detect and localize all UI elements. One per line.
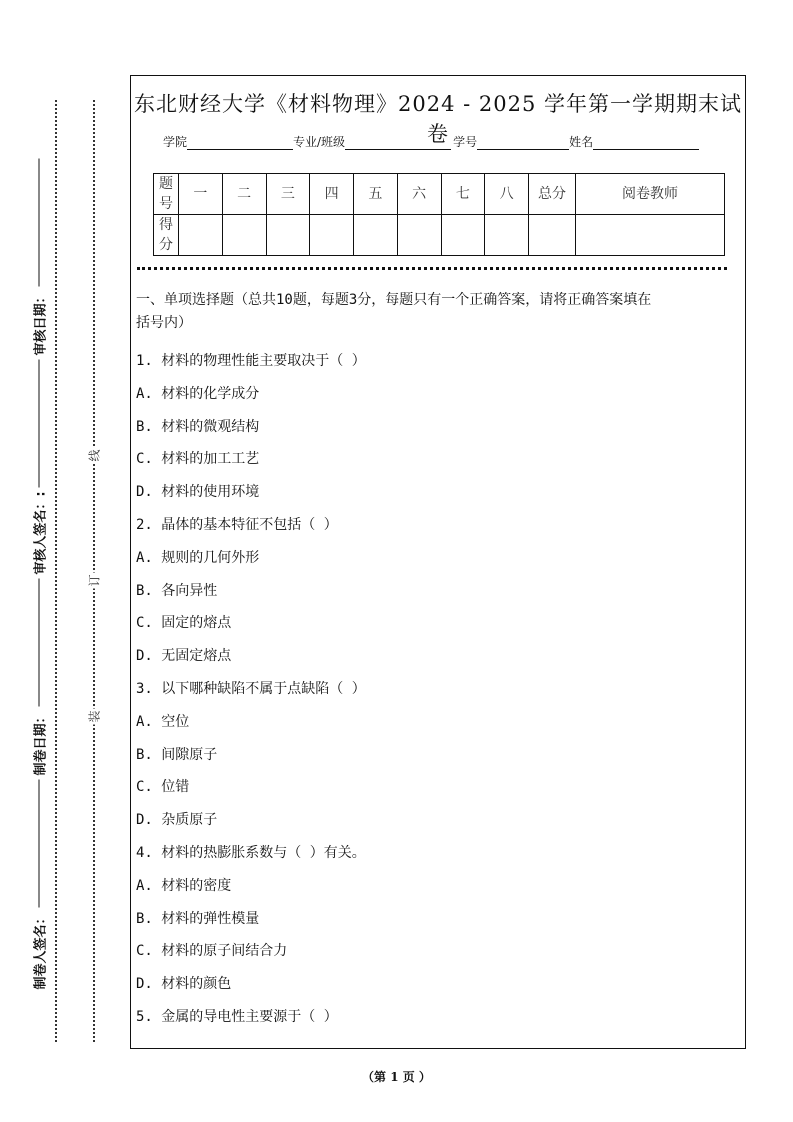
answer-option: B. 间隙原子 bbox=[136, 746, 218, 763]
answer-option: B. 材料的弹性模量 bbox=[136, 910, 260, 927]
score-cell bbox=[576, 215, 725, 256]
questions bbox=[136, 289, 735, 1034]
score-row-header: 得分 bbox=[154, 215, 179, 256]
total-score-header: 总分 bbox=[529, 174, 576, 215]
answer-option: C. 材料的加工工艺 bbox=[136, 451, 260, 468]
column-header: 一 bbox=[179, 174, 223, 215]
answer-option: C. 位错 bbox=[136, 779, 190, 796]
column-header: 八 bbox=[485, 174, 529, 215]
student-id-label: 学号 bbox=[453, 135, 478, 149]
college-label: 学院 bbox=[163, 135, 188, 149]
question-stem: 4. 材料的热膨胀系数与（ ）有关。 bbox=[136, 844, 366, 861]
maker-signature-line bbox=[28, 780, 39, 908]
name-label: 姓名 bbox=[569, 135, 594, 149]
reviewer-signature-label: 审核人签名：: bbox=[33, 491, 48, 575]
college-blank bbox=[187, 137, 293, 150]
answer-option: D. 材料的颜色 bbox=[136, 976, 232, 993]
question-stem: 1. 材料的物理性能主要取决于（ ） bbox=[136, 353, 366, 369]
major-class-blank bbox=[345, 137, 451, 150]
student-info-row bbox=[163, 133, 699, 150]
binding-mark-ding: 订 bbox=[87, 574, 102, 587]
question-stem: 2. 晶体的基本特征不包括（ ） bbox=[136, 516, 338, 533]
answer-option: D. 杂质原子 bbox=[136, 812, 218, 829]
major-class-label: 专业/班级 bbox=[293, 135, 346, 149]
name-blank bbox=[593, 137, 699, 150]
score-cell bbox=[179, 215, 223, 256]
answer-option: A. 规则的几何外形 bbox=[136, 549, 260, 566]
maker-date-line bbox=[28, 579, 39, 707]
score-table-header-row bbox=[154, 174, 725, 215]
column-header: 五 bbox=[354, 174, 398, 215]
answer-option: D. 材料的使用环境 bbox=[136, 484, 260, 501]
binding-mark-zhuang: 装 bbox=[87, 710, 102, 723]
binding-mark-xian: 线 bbox=[87, 449, 102, 462]
column-header: 二 bbox=[222, 174, 266, 215]
score-cell bbox=[397, 215, 441, 256]
column-header: 三 bbox=[266, 174, 310, 215]
question-stem: 3. 以下哪种缺陷不属于点缺陷（ ） bbox=[136, 680, 366, 697]
answer-option: A. 材料的密度 bbox=[136, 877, 232, 894]
grader-header: 阅卷教师 bbox=[576, 174, 725, 215]
answer-option: D. 无固定熔点 bbox=[136, 648, 232, 665]
score-cell bbox=[222, 215, 266, 256]
score-cell bbox=[485, 215, 529, 256]
question-number-header: 题号 bbox=[154, 174, 179, 215]
score-table-score-row bbox=[154, 215, 725, 256]
answer-option: B. 各向异性 bbox=[136, 582, 218, 599]
student-id-blank bbox=[477, 137, 569, 150]
score-cell bbox=[266, 215, 310, 256]
reviewer-signature-line bbox=[28, 359, 39, 487]
answer-option: C. 固定的熔点 bbox=[136, 615, 232, 632]
answer-option: A. 空位 bbox=[136, 713, 190, 730]
page-number: （第 1 页 ） bbox=[362, 1070, 431, 1084]
section-heading-cont: 括号内） bbox=[136, 315, 192, 331]
question-lines bbox=[136, 345, 735, 1034]
maker-signature-label: 制卷人签名： bbox=[33, 911, 48, 990]
answer-option: C. 材料的原子间结合力 bbox=[136, 943, 288, 960]
binding-dotted-line-inner bbox=[93, 100, 95, 1042]
review-date-line bbox=[28, 159, 39, 287]
exam-title: 东北财经大学《材料物理》2024 - 2025 学年第一学期期末试卷 bbox=[133, 92, 742, 146]
review-date-label: 审核日期： bbox=[33, 290, 48, 356]
score-cell bbox=[529, 215, 576, 256]
score-cell bbox=[310, 215, 354, 256]
exam-frame bbox=[130, 75, 746, 1049]
column-header: 七 bbox=[441, 174, 485, 215]
score-cell bbox=[441, 215, 485, 256]
binding-dotted-line-outer bbox=[55, 100, 57, 1042]
answer-option: A. 材料的化学成分 bbox=[136, 385, 260, 402]
sidebar-signatures bbox=[29, 155, 49, 990]
column-header: 四 bbox=[310, 174, 354, 215]
score-cell bbox=[354, 215, 398, 256]
section-heading: 一、单项选择题（总共10题，每题3分，每题只有一个正确答案，请将正确答案填在 bbox=[136, 292, 652, 308]
score-table bbox=[153, 173, 725, 256]
answer-option: B. 材料的微观结构 bbox=[136, 418, 260, 435]
column-header: 六 bbox=[397, 174, 441, 215]
separator-dotted-line bbox=[137, 267, 727, 270]
question-stem: 5. 金属的导电性主要源于（ ） bbox=[136, 1008, 338, 1025]
maker-date-label: 制卷日期： bbox=[33, 710, 48, 776]
